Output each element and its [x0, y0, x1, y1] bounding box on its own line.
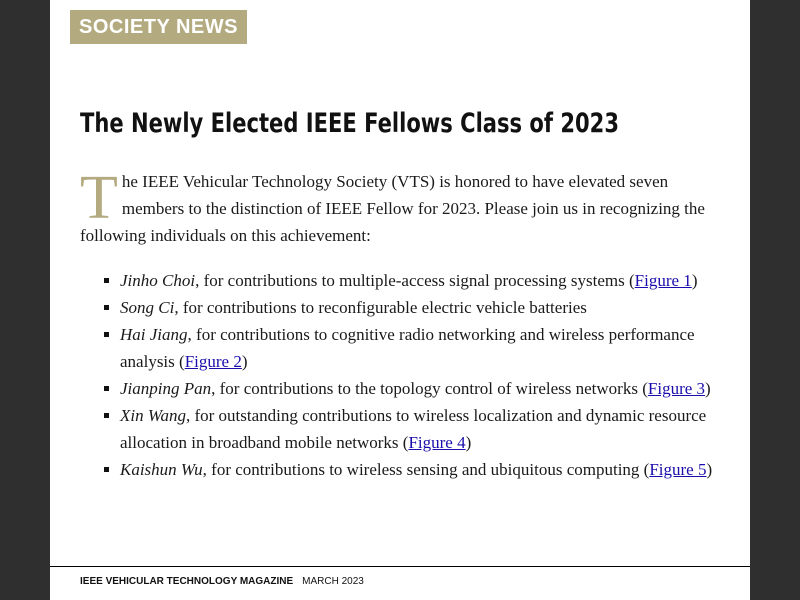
list-item: [100, 294, 720, 321]
figure-link[interactable]: Figure 2: [184, 352, 242, 371]
fellow-citation: , for contributions to cognitive radio networking and wireless performance analysis: [120, 325, 695, 371]
fellow-name: Jinho Choi: [120, 271, 196, 290]
fellow-citation: , for outstanding contributions to wireless localization and dynamic resource allocation in broadband mobile networks: [120, 406, 707, 452]
figure-link[interactable]: Figure 5: [649, 460, 707, 479]
list-item: Jinho Choi, for contributions to multiple-access signal processing systems (Figure 1): [100, 267, 720, 294]
article-title: The Newly Elected IEEE Fellows Class of 2023: [80, 108, 619, 139]
fellow-name: Jianping Pan: [120, 379, 212, 398]
figure-link[interactable]: Figure 4: [408, 433, 466, 452]
fellow-citation: , for contributions to reconfigurable electric vehicle batteries: [174, 298, 587, 317]
fellow-name: Xin Wang: [120, 406, 186, 425]
fellow-name: Song Ci: [120, 298, 175, 317]
intro-paragraph: [80, 164, 720, 249]
figure-link[interactable]: Figure 3: [647, 379, 706, 398]
issue-date: MARCH 2023: [302, 576, 364, 587]
bullet-icon: [104, 467, 109, 472]
fellow-citation: , for contributions to multiple-access signal processing systems: [195, 271, 625, 290]
intro-text: he IEEE Vehicular Technology Society (VTS) is honored to have elevated seven members to the distinction of IEEE Fellow for 2023. Please join us in recognizing the following individuals on this achievement:: [80, 172, 705, 245]
list-item: Jianping Pan, for contributions to the topology control of wireless networks (Figure 3): [100, 375, 720, 402]
bullet-icon: [104, 413, 109, 418]
page-footer: [80, 576, 364, 587]
list-item: Xin Wang, for outstanding contributions to wireless localization and dynamic resource allocation in broadband mobile networks (Figure 4): [100, 402, 720, 456]
fellows-list: [100, 267, 720, 483]
list-item: Kaishun Wu, for contributions to wireless sensing and ubiquitous computing (Figure 5): [100, 456, 720, 483]
bullet-icon: [104, 305, 109, 310]
fellow-name: Kaishun Wu: [120, 460, 203, 479]
bullet-icon: [104, 278, 109, 283]
drop-cap: T: [80, 164, 118, 232]
list-item: Hai Jiang, for contributions to cognitive radio networking and wireless performance analysis (Figure 2): [100, 321, 720, 375]
article-page: [50, 0, 750, 600]
magazine-name: IEEE VEHICULAR TECHNOLOGY MAGAZINE: [80, 576, 294, 587]
bullet-icon: [104, 386, 109, 391]
footer-divider: [50, 566, 750, 567]
bullet-icon: [104, 332, 109, 337]
fellow-citation: , for contributions to wireless sensing and ubiquitous computing: [202, 460, 640, 479]
figure-link[interactable]: Figure 1: [634, 271, 692, 290]
section-tag: SOCIETY NEWS: [70, 10, 247, 44]
fellow-citation: , for contributions to the topology control of wireless networks: [211, 379, 638, 398]
fellow-name: Hai Jiang: [120, 325, 188, 344]
